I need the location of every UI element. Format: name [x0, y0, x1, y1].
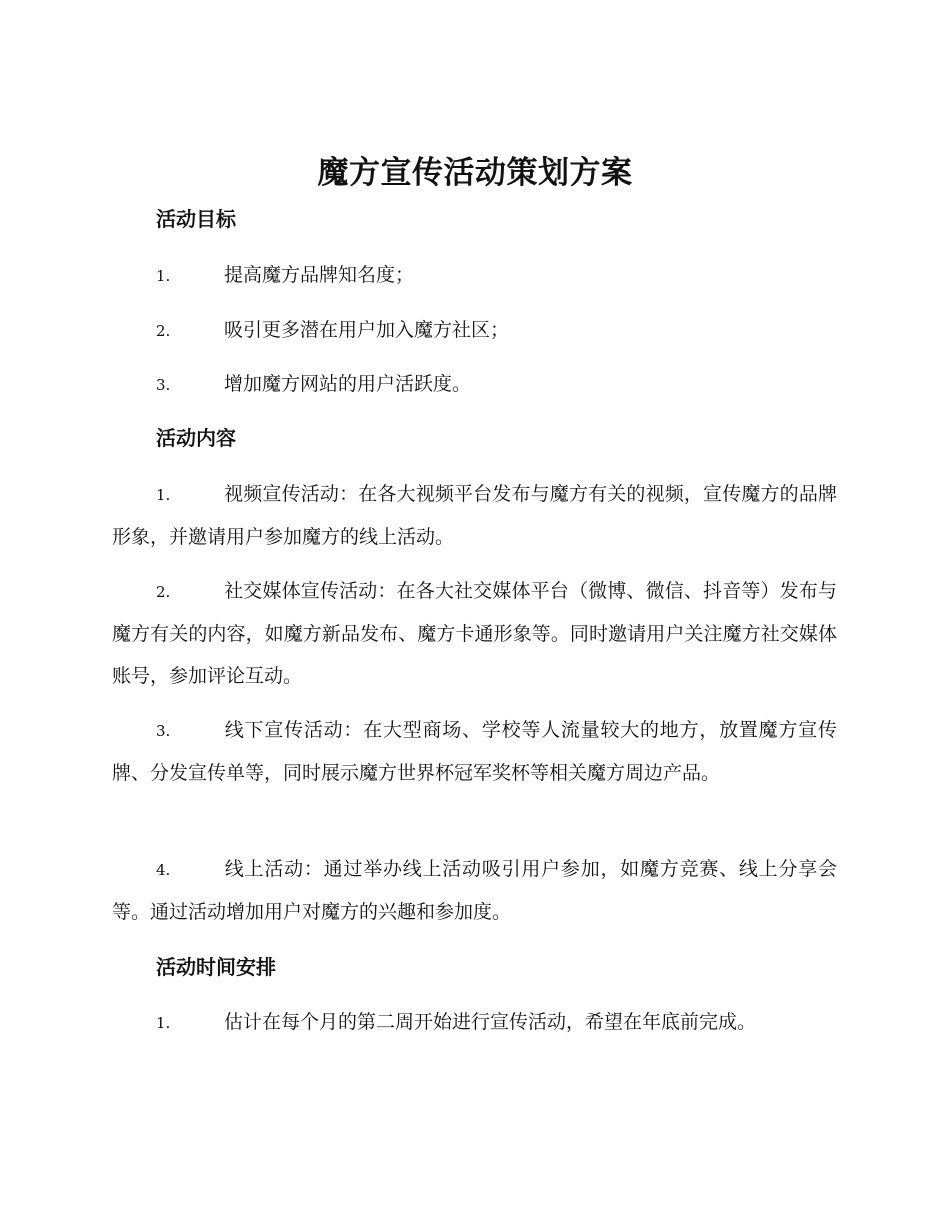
- list-item-text: 线下宣传活动：在大型商场、学校等人流量较大的地方，放置魔方宣传牌、分发宣传单等，同时展示魔方世界杯冠军奖杯等相关魔方周边产品。: [112, 719, 837, 784]
- list-number: 3.: [156, 376, 171, 394]
- list-number: 4.: [156, 861, 171, 879]
- list-item-text: 视频宣传活动：在各大视频平台发布与魔方有关的视频，宣传魔方的品牌形象，并邀请用户参加魔方的线上活动。: [112, 483, 837, 548]
- list-number: 1.: [156, 267, 171, 285]
- section-heading-goals: 活动目标: [156, 207, 236, 231]
- list-item-text: 提高魔方品牌知名度；: [224, 264, 415, 286]
- section-heading-schedule: 活动时间安排: [156, 955, 276, 979]
- list-item: [112, 254, 837, 297]
- list-number: 2.: [156, 583, 171, 601]
- list-item: [112, 473, 837, 558]
- section-heading-content: 活动内容: [156, 426, 236, 450]
- document-title: 魔方宣传活动策划方案: [317, 155, 633, 191]
- list-item-text: 线上活动：通过举办线上活动吸引用户参加，如魔方竞赛、线上分享会等。通过活动增加用户对魔方的兴趣和参加度。: [112, 858, 837, 923]
- list-item: [112, 363, 837, 406]
- list-number: 1.: [156, 1014, 171, 1032]
- list-item-text: 估计在每个月的第二周开始进行宣传活动，希望在年底前完成。: [224, 1011, 757, 1033]
- list-number: 3.: [156, 722, 171, 740]
- list-item-text: 吸引更多潜在用户加入魔方社区；: [224, 319, 510, 341]
- list-number: 1.: [156, 486, 171, 504]
- list-item-text: 增加魔方网站的用户活跃度。: [224, 373, 472, 395]
- list-item-text: 社交媒体宣传活动：在各大社交媒体平台（微博、微信、抖音等）发布与魔方有关的内容，如魔方新品发布、魔方卡通形象等。同时邀请用户关注魔方社交媒体账号，参加评论互动。: [112, 580, 837, 687]
- list-item: [112, 709, 837, 794]
- list-item: [112, 1001, 837, 1044]
- list-item: [112, 848, 837, 933]
- list-item: [112, 309, 837, 352]
- list-item: [112, 570, 837, 697]
- list-number: 2.: [156, 322, 171, 340]
